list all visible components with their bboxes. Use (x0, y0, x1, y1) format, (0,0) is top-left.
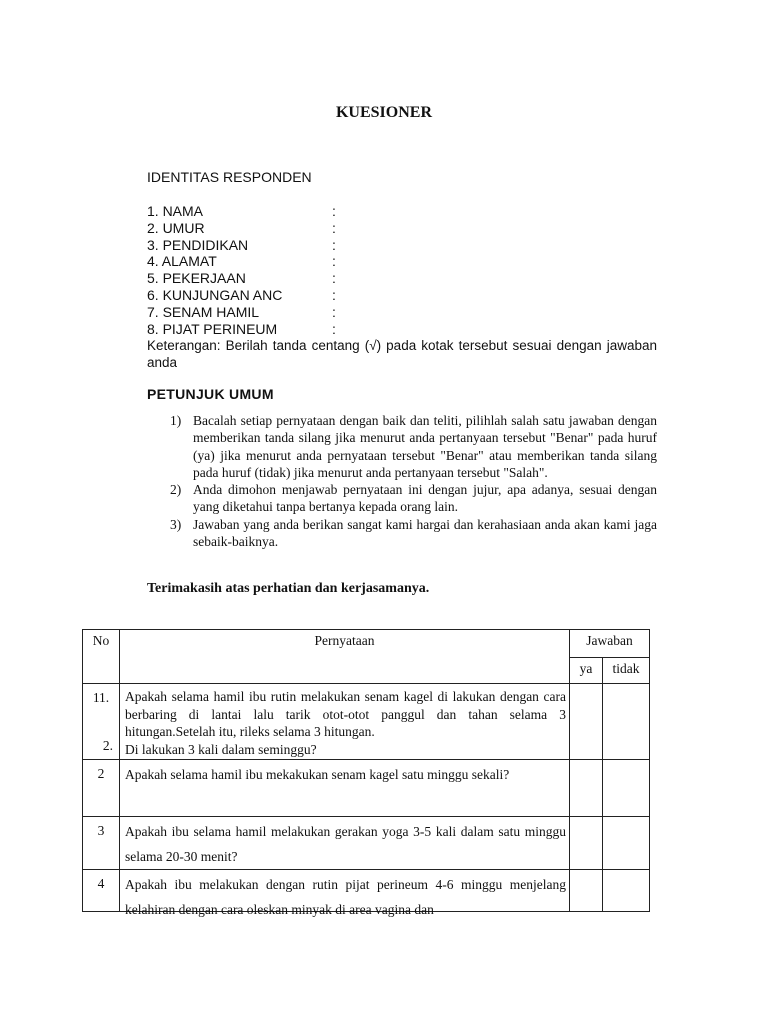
petunjuk-number: 1) (170, 413, 182, 428)
identitas-label: 8. PIJAT PERINEUM (147, 320, 278, 337)
identitas-separator: : (332, 253, 336, 270)
header-ya: ya (570, 658, 603, 684)
statement-text-clip: Apakah ibu melakukan dengan rutin pijat perineum 4-6 minggu menjelang kelahiran dengan cara oleskan minyak di area vagina dan (125, 876, 566, 917)
row-number (83, 684, 120, 760)
identitas-row (147, 220, 336, 237)
identitas-separator: : (332, 236, 336, 253)
page-title: KUESIONER (335, 104, 433, 121)
petunjuk-heading: PETUNJUK UMUM (147, 386, 274, 402)
statement-text (120, 869, 570, 917)
statement-text: Apakah selama hamil ibu rutin melakukan senam kagel di lakukan dengan cara berbaring di lantai lalu tarik otot-otot panggul dan tahan selama 3 hitungan.Setelah itu, rileks selama 3 hitungan. (125, 689, 566, 739)
petunjuk-text: Bacalah setiap pernyataan dengan baik dan teliti, pilihlah salah satu jawaban dengan memberikan tanda silang jika menurut anda pertanyaan tersebut "Benar" pada huruf (ya) jika menurut anda pernyataan tersebut "Benar" atau memberikan tanda silang pada huruf (tidak) jika menurut anda pertanyaan tersebut "Salah". (193, 413, 657, 480)
answer-tidak-checkbox[interactable] (603, 684, 650, 760)
petunjuk-item (170, 481, 657, 516)
identitas-label: 3. PENDIDIKAN (147, 236, 249, 253)
answer-tidak-checkbox[interactable] (603, 759, 650, 816)
identitas-list (147, 203, 336, 337)
identitas-row (147, 253, 336, 270)
header-pernyataan: Pernyataan (120, 630, 570, 684)
row-number-sub: 2. (102, 738, 113, 753)
row-number: 4 (83, 869, 120, 911)
identitas-label: 1. NAMA (147, 203, 204, 219)
petunjuk-text: Anda dimohon menjawab pernyataan ini dengan jujur, apa adanya, sesuai dengan yang diketahui tanpa bertanya kepada orang lain. (193, 482, 657, 515)
thanks-text: Terimakasih atas perhatian dan kerjasamanya. (147, 581, 430, 596)
statement-text: Apakah selama hamil ibu mekakukan senam kagel satu minggu sekali? (120, 759, 570, 816)
identitas-label: 6. KUNJUNGAN ANC (147, 286, 283, 303)
statement-cell (120, 684, 570, 760)
petunjuk-number: 2) (170, 482, 182, 498)
table-row (83, 816, 650, 869)
header-no: No (83, 630, 120, 684)
identitas-row (147, 304, 336, 321)
header-tidak: tidak (603, 658, 650, 684)
row-number-main: 11. (92, 690, 110, 705)
row-number: 2 (83, 759, 120, 816)
identitas-separator: : (332, 286, 336, 303)
identitas-row (147, 287, 336, 304)
identitas-separator: : (332, 303, 336, 320)
identitas-label: 7. SENAM HAMIL (147, 303, 260, 320)
answer-ya-checkbox[interactable] (570, 869, 603, 911)
identitas-separator: : (332, 270, 336, 287)
identitas-row (147, 270, 336, 287)
petunjuk-item (170, 412, 657, 481)
identitas-label: 5. PEKERJAAN (147, 270, 246, 287)
table-row (83, 759, 650, 816)
petunjuk-text: Jawaban yang anda berikan sangat kami hargai dan kerahasiaan anda akan kami jaga sebaik-baiknya. (193, 516, 657, 550)
identitas-row (147, 321, 336, 338)
petunjuk-list (170, 412, 657, 550)
header-jawaban: Jawaban (570, 630, 650, 658)
identitas-separator: : (332, 203, 336, 219)
table-row (83, 684, 650, 760)
statement-subtext: Di lakukan 3 kali dalam seminggu? (125, 741, 317, 757)
petunjuk-item (170, 516, 657, 551)
identitas-row (147, 237, 336, 254)
petunjuk-number: 3) (170, 516, 182, 532)
answer-tidak-checkbox[interactable] (603, 869, 650, 911)
keterangan-text: Keterangan: Berilah tanda centang (√) pada kotak tersebut sesuai dengan jawaban anda (147, 338, 657, 370)
answer-tidak-checkbox[interactable] (603, 816, 650, 869)
identitas-separator: : (332, 219, 336, 236)
row-number: 3 (83, 816, 120, 869)
identitas-label: 4. ALAMAT (147, 253, 217, 270)
statement-text: Apakah ibu selama hamil melakukan gerakan yoga 3-5 kali dalam satu minggu selama 20-30 menit? (120, 816, 570, 869)
identitas-label: 2. UMUR (147, 219, 205, 236)
questionnaire-table (82, 629, 650, 917)
identitas-separator: : (332, 320, 336, 337)
answer-ya-checkbox[interactable] (570, 684, 603, 760)
identitas-row (147, 203, 336, 220)
table-row (83, 869, 650, 911)
identitas-heading: IDENTITAS RESPONDEN (147, 169, 312, 185)
answer-ya-checkbox[interactable] (570, 759, 603, 816)
answer-ya-checkbox[interactable] (570, 816, 603, 869)
